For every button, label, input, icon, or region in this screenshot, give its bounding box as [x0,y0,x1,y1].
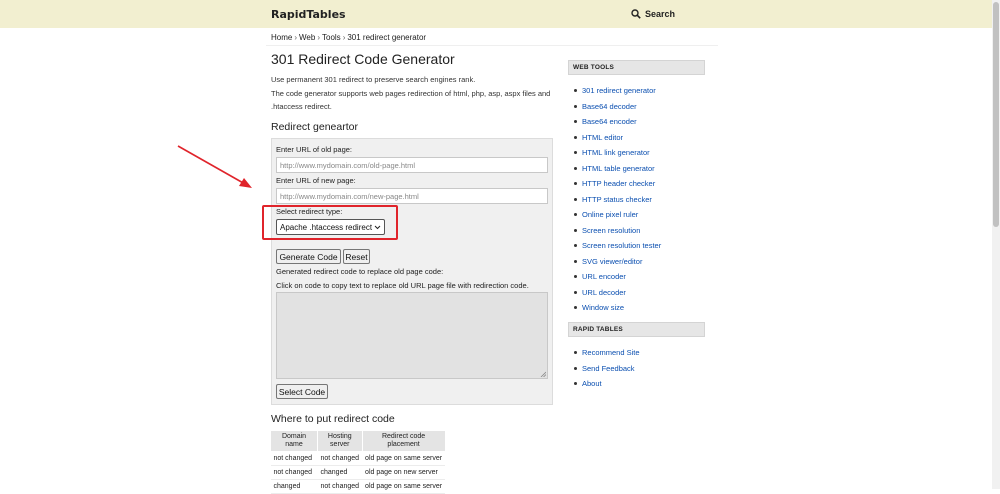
intro-text-1: Use permanent 301 redirect to preserve search engines rank. [271,75,476,84]
list-item [573,258,661,274]
list-item [573,149,661,165]
table-cell: old page on same server [362,452,445,466]
column-header: Domain name [271,431,318,452]
breadcrumb-separator: › [317,33,320,42]
sidebar-link[interactable]: About [582,379,602,388]
list-item [573,380,640,396]
sidebar-link[interactable]: 301 redirect generator [582,86,656,95]
breadcrumb-current: 301 redirect generator [347,33,427,42]
generated-code-textarea[interactable] [276,292,548,379]
sidebar-link[interactable]: URL encoder [582,272,626,281]
sidebar-link[interactable]: HTTP header checker [582,179,656,188]
list-item [573,365,640,381]
sidebar-link[interactable]: Recommend Site [582,348,640,357]
table-cell: changed [271,480,318,494]
list-item [573,180,661,196]
list-item [573,196,661,212]
sidebar-link[interactable]: Screen resolution tester [582,241,662,250]
old-url-input[interactable] [276,157,548,173]
where-heading: Where to put redirect code [271,413,395,425]
breadcrumb-tools[interactable]: Tools [322,33,341,42]
table-cell: changed [318,466,363,480]
old-url-label: Enter URL of old page: [276,145,353,154]
select-code-button[interactable]: Select Code [276,384,328,399]
list-item [573,211,661,227]
column-header: Hosting server [318,431,363,452]
sidebar-link[interactable]: Window size [582,303,625,312]
list-item [573,87,661,103]
search-label: Search [645,9,676,19]
generator-heading: Redirect geneartor [271,121,358,133]
list-item [573,304,661,320]
table-cell: not changed [271,466,318,480]
list-item [573,242,661,258]
breadcrumb-home[interactable]: Home [271,33,293,42]
page-scrollbar[interactable] [992,0,1000,489]
search-icon [631,9,641,19]
list-item [573,134,661,150]
sidebar-link[interactable]: Base64 encoder [582,117,637,126]
sidebar-link[interactable]: HTML editor [582,132,623,142]
list-item [573,289,661,305]
sidebar-link[interactable]: HTTP status checker [582,194,652,204]
output-label: Generated redirect code to replace old page code: [276,267,444,276]
list-item [573,165,661,181]
rapid-tables-heading: RAPID TABLES [568,322,705,337]
breadcrumb [271,33,426,42]
web-tools-list [573,87,661,320]
intro-text-3: .htaccess redirect. [271,102,332,111]
breadcrumb-web[interactable]: Web [299,33,316,42]
list-item [573,349,640,365]
sidebar-link[interactable]: Send Feedback [582,363,635,373]
table-cell: old page on new server [362,466,445,480]
placement-table [270,430,446,494]
breadcrumb-separator: › [342,33,346,42]
output-hint: Click on code to copy text to replace old URL page file with redirection code. [276,281,529,290]
breadcrumb-separator: › [294,33,298,42]
generate-code-button[interactable]: Generate Code [276,249,341,264]
new-url-label: Enter URL of new page: [276,176,356,185]
sidebar-link[interactable]: URL decoder [582,287,626,297]
list-item [573,227,661,243]
web-tools-heading: WEB TOOLS [568,60,705,75]
list-item [573,103,661,119]
table-cell: old page on same server [362,480,445,494]
resize-grip-icon[interactable] [540,371,546,377]
red-arrow-annotation [0,0,260,200]
list-item [573,118,661,134]
reset-button[interactable]: Reset [343,249,370,264]
site-logo[interactable]: RapidTables [271,8,346,21]
redirect-type-label: Select redirect type: [276,207,343,216]
page-title: 301 Redirect Code Generator [271,51,455,67]
rapid-tables-list [573,349,640,396]
table-cell: not changed [318,452,363,466]
list-item [573,273,661,289]
sidebar-link[interactable]: Online pixel ruler [582,210,639,219]
table-row [271,452,446,466]
scrollbar-thumb[interactable] [993,2,999,227]
column-header: Redirect code placement [362,431,445,452]
table-cell: not changed [318,480,363,494]
table-row [271,466,446,480]
sidebar-link[interactable]: SVG viewer/editor [582,256,643,266]
table-cell: not changed [271,452,318,466]
redirect-type-value: Apache .htaccess redirect [280,222,373,232]
highlight-box [262,205,398,240]
sidebar-link[interactable]: Screen resolution [582,225,641,235]
sidebar-link[interactable]: Base64 decoder [582,101,637,111]
sidebar-link[interactable]: HTML table generator [582,163,655,173]
table-row [271,480,446,494]
search-button[interactable] [631,9,675,19]
table-header-row [271,431,446,452]
new-url-input[interactable] [276,188,548,204]
divider [266,45,718,46]
sidebar-link[interactable]: HTML link generator [582,148,650,157]
intro-text-2: The code generator supports web pages redirection of html, php, asp, aspx files and [271,89,551,98]
